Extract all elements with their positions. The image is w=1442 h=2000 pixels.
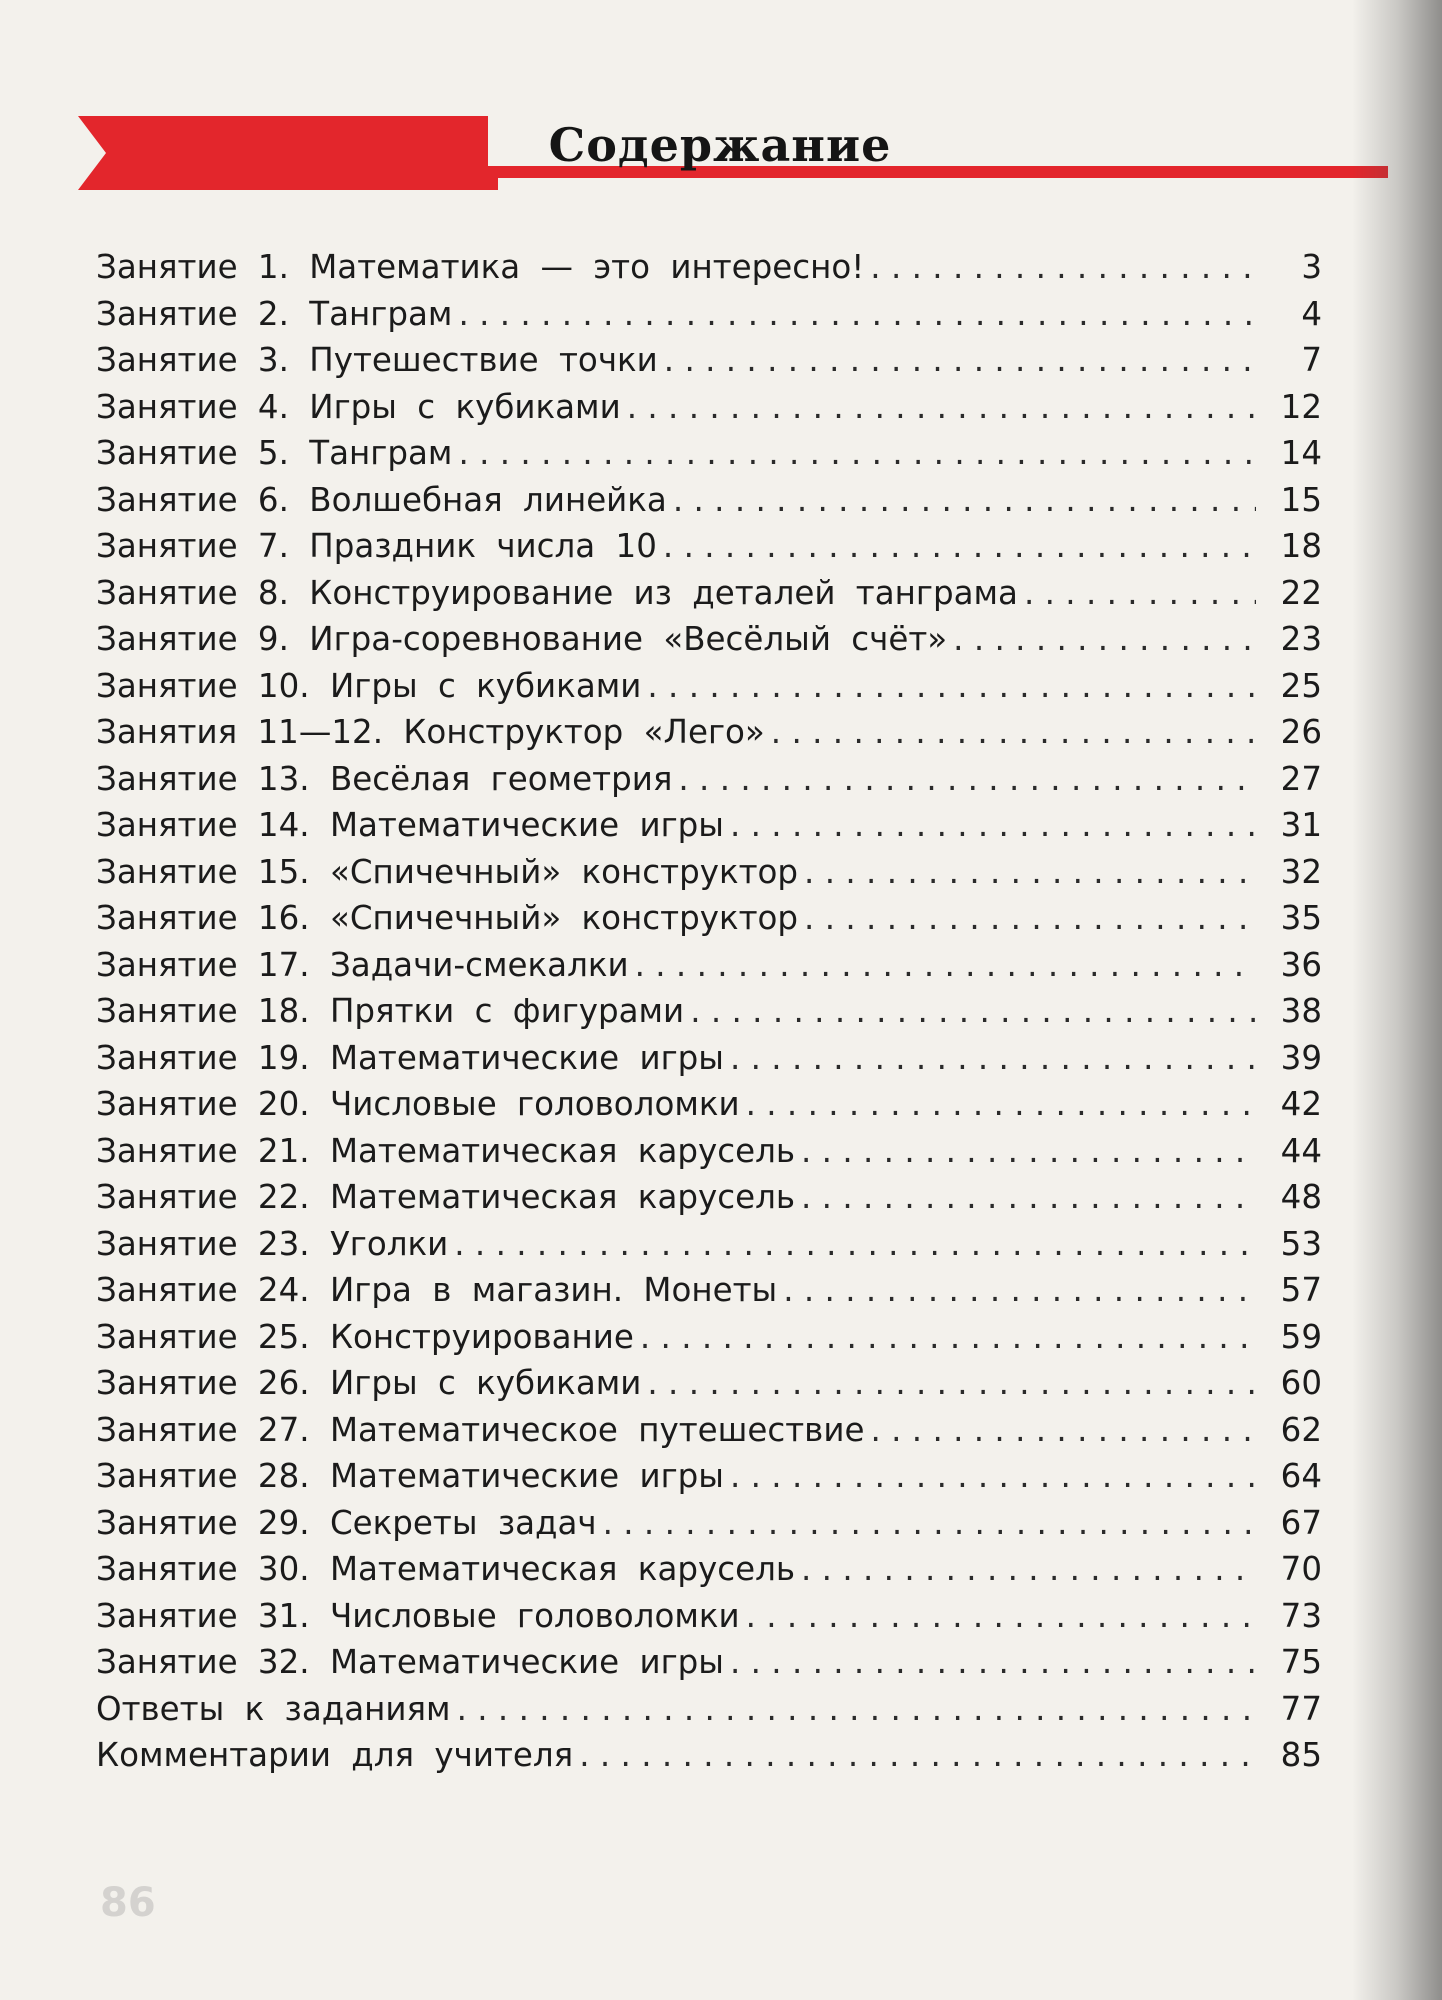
dot-leader bbox=[647, 667, 1256, 705]
toc-entry-label: Занятие 28. Математические игры bbox=[96, 1457, 724, 1495]
toc-entry[interactable] bbox=[96, 667, 1322, 714]
toc-entry-label: Занятие 15. «Спичечный» конструктор bbox=[96, 852, 799, 891]
toc-entry-page: 26 bbox=[1280, 713, 1322, 751]
toc-entry[interactable] bbox=[96, 620, 1322, 667]
toc-entry-label: Занятие 10. Игры с кубиками bbox=[96, 666, 642, 705]
dot-leader bbox=[801, 1550, 1256, 1588]
toc-entry-page: 77 bbox=[1280, 1689, 1322, 1728]
dot-leader bbox=[454, 1225, 1256, 1263]
dot-leader bbox=[730, 1457, 1256, 1495]
toc-entry-label: Занятие 4. Игры с кубиками bbox=[96, 387, 621, 426]
dot-leader bbox=[953, 620, 1256, 658]
dot-leader bbox=[801, 1132, 1256, 1170]
toc-entry-page: 48 bbox=[1280, 1178, 1322, 1216]
toc-entry-page: 3 bbox=[1301, 248, 1322, 286]
toc-entry[interactable] bbox=[96, 388, 1322, 435]
toc-entry-page: 31 bbox=[1280, 806, 1322, 844]
toc-entry-label: Занятие 5. Танграм bbox=[96, 434, 453, 472]
dot-leader bbox=[647, 1364, 1256, 1402]
toc-entry-page: 42 bbox=[1280, 1085, 1322, 1123]
toc-entry[interactable] bbox=[96, 760, 1322, 807]
toc-entry-page: 67 bbox=[1280, 1503, 1322, 1542]
toc-entry-page: 15 bbox=[1280, 480, 1322, 519]
toc-entry-page: 4 bbox=[1301, 294, 1322, 333]
toc-entry-label: Занятие 26. Игры с кубиками bbox=[96, 1364, 642, 1402]
toc-entry-label: Комментарии для учителя bbox=[96, 1736, 574, 1774]
page-number: 86 bbox=[100, 1880, 156, 1926]
toc-entry-label: Занятие 19. Математические игры bbox=[96, 1038, 724, 1077]
toc-entry-label: Занятие 17. Задачи-смекалки bbox=[96, 945, 629, 984]
toc-entry[interactable] bbox=[96, 899, 1322, 946]
dot-leader bbox=[804, 853, 1256, 891]
toc-entry-page: 75 bbox=[1280, 1643, 1322, 1681]
toc-entry-page: 18 bbox=[1280, 527, 1322, 565]
toc-entry-label: Занятие 24. Игра в магазин. Монеты bbox=[96, 1271, 778, 1309]
dot-leader bbox=[579, 1736, 1256, 1774]
toc-entry-page: 25 bbox=[1280, 666, 1322, 705]
toc-entry[interactable] bbox=[96, 1504, 1322, 1551]
toc-entry[interactable] bbox=[96, 1178, 1322, 1225]
toc-entry-page: 38 bbox=[1280, 992, 1322, 1030]
page-title: Содержание bbox=[548, 118, 892, 172]
dot-leader bbox=[870, 1411, 1256, 1449]
toc-entry-page: 12 bbox=[1280, 387, 1322, 426]
dot-leader bbox=[783, 1271, 1256, 1309]
toc-entry[interactable] bbox=[96, 1132, 1322, 1179]
dot-leader bbox=[690, 992, 1256, 1030]
toc-entry-page: 57 bbox=[1280, 1271, 1322, 1309]
dot-leader bbox=[730, 1039, 1256, 1077]
toc-entry[interactable] bbox=[96, 1643, 1322, 1690]
toc-entry[interactable] bbox=[96, 481, 1322, 528]
toc-entry-page: 14 bbox=[1280, 434, 1322, 472]
toc-entry[interactable] bbox=[96, 1690, 1322, 1737]
toc-entry-label: Занятие 6. Волшебная линейка bbox=[96, 480, 667, 519]
toc-entry[interactable] bbox=[96, 574, 1322, 621]
toc-entry[interactable] bbox=[96, 1736, 1322, 1783]
toc-entry-label: Занятие 9. Игра-соревнование «Весёлый счёт» bbox=[96, 620, 948, 658]
dot-leader bbox=[458, 434, 1256, 472]
toc-entry-label: Ответы к заданиям bbox=[96, 1689, 451, 1728]
binding-shadow bbox=[1352, 0, 1442, 2000]
dot-leader bbox=[457, 1690, 1256, 1728]
toc-entry-page: 53 bbox=[1280, 1224, 1322, 1263]
toc-entry-label: Занятие 21. Математическая карусель bbox=[96, 1131, 796, 1170]
toc-entry-page: 73 bbox=[1280, 1596, 1322, 1635]
dot-leader bbox=[746, 1085, 1256, 1123]
toc-entry-label: Занятие 18. Прятки с фигурами bbox=[96, 992, 685, 1030]
table-of-contents bbox=[96, 248, 1322, 1783]
toc-entry-page: 44 bbox=[1280, 1131, 1322, 1170]
toc-entry-page: 22 bbox=[1280, 573, 1322, 612]
toc-entry[interactable] bbox=[96, 1597, 1322, 1644]
toc-entry[interactable] bbox=[96, 1364, 1322, 1411]
dot-leader bbox=[678, 760, 1256, 798]
toc-entry-label: Занятие 30. Математическая карусель bbox=[96, 1550, 796, 1588]
toc-entry[interactable] bbox=[96, 946, 1322, 993]
toc-entry[interactable] bbox=[96, 853, 1322, 900]
toc-entry[interactable] bbox=[96, 1318, 1322, 1365]
toc-entry-label: Занятие 14. Математические игры bbox=[96, 806, 724, 844]
dot-leader bbox=[870, 248, 1256, 286]
toc-entry[interactable] bbox=[96, 1085, 1322, 1132]
dot-leader bbox=[627, 388, 1256, 426]
dot-leader bbox=[603, 1504, 1256, 1542]
toc-entry-label: Занятие 22. Математическая карусель bbox=[96, 1178, 796, 1216]
toc-entry-label: Занятие 29. Секреты задач bbox=[96, 1503, 597, 1542]
dot-leader bbox=[640, 1318, 1256, 1356]
toc-entry-page: 23 bbox=[1280, 620, 1322, 658]
toc-entry-label: Занятие 7. Праздник числа 10 bbox=[96, 527, 657, 565]
toc-entry-label: Занятие 16. «Спичечный» конструктор bbox=[96, 899, 799, 937]
toc-entry-label: Занятие 3. Путешествие точки bbox=[96, 341, 658, 379]
toc-entry-page: 60 bbox=[1280, 1364, 1322, 1402]
toc-entry-page: 85 bbox=[1280, 1736, 1322, 1774]
toc-entry[interactable] bbox=[96, 341, 1322, 388]
toc-entry-label: Занятие 23. Уголки bbox=[96, 1224, 449, 1263]
toc-entry[interactable] bbox=[96, 1411, 1322, 1458]
toc-entry[interactable] bbox=[96, 713, 1322, 760]
dot-leader bbox=[730, 1643, 1256, 1681]
toc-entry-label: Занятие 2. Танграм bbox=[96, 294, 453, 333]
dot-leader bbox=[771, 713, 1256, 751]
toc-entry-page: 39 bbox=[1280, 1038, 1322, 1077]
toc-entry-label: Занятие 20. Числовые головоломки bbox=[96, 1085, 740, 1123]
toc-entry-label: Занятие 31. Числовые головоломки bbox=[96, 1596, 740, 1635]
toc-entry[interactable] bbox=[96, 1457, 1322, 1504]
toc-entry-page: 62 bbox=[1280, 1410, 1322, 1449]
toc-entry[interactable] bbox=[96, 527, 1322, 574]
toc-entry-page: 59 bbox=[1280, 1317, 1322, 1356]
toc-entry-label: Занятие 27. Математическое путешествие bbox=[96, 1410, 865, 1449]
toc-entry-label: Занятие 25. Конструирование bbox=[96, 1317, 634, 1356]
dot-leader bbox=[663, 527, 1256, 565]
dot-leader bbox=[1024, 574, 1256, 612]
toc-entry[interactable] bbox=[96, 806, 1322, 853]
dot-leader bbox=[730, 806, 1256, 844]
toc-entry[interactable] bbox=[96, 1550, 1322, 1597]
toc-entry-page: 70 bbox=[1280, 1550, 1322, 1588]
toc-entry-label: Занятия 11—12. Конструктор «Лего» bbox=[96, 713, 765, 751]
toc-entry-page: 64 bbox=[1280, 1457, 1322, 1495]
toc-entry-page: 32 bbox=[1280, 852, 1322, 891]
dot-leader bbox=[635, 946, 1256, 984]
toc-entry[interactable] bbox=[96, 1271, 1322, 1318]
toc-entry-label: Занятие 13. Весёлая геометрия bbox=[96, 759, 673, 798]
toc-entry[interactable] bbox=[96, 1039, 1322, 1086]
toc-entry[interactable] bbox=[96, 992, 1322, 1039]
dot-leader bbox=[801, 1178, 1256, 1216]
dot-leader bbox=[664, 341, 1256, 379]
dot-leader bbox=[458, 295, 1256, 333]
toc-entry-page: 7 bbox=[1301, 341, 1322, 379]
toc-entry-label: Занятие 32. Математические игры bbox=[96, 1643, 724, 1681]
toc-entry-page: 27 bbox=[1280, 759, 1322, 798]
toc-entry-label: Занятие 8. Конструирование из деталей танграма bbox=[96, 573, 1018, 612]
dot-leader bbox=[746, 1597, 1256, 1635]
toc-entry[interactable] bbox=[96, 434, 1322, 481]
toc-entry[interactable] bbox=[96, 295, 1322, 342]
dot-leader bbox=[804, 899, 1256, 937]
toc-entry-page: 36 bbox=[1280, 945, 1322, 984]
toc-entry[interactable] bbox=[96, 1225, 1322, 1272]
toc-entry-label: Занятие 1. Математика — это интересно! bbox=[96, 248, 865, 286]
toc-entry-page: 35 bbox=[1280, 899, 1322, 937]
dot-leader bbox=[673, 481, 1256, 519]
toc-entry[interactable] bbox=[96, 248, 1322, 295]
